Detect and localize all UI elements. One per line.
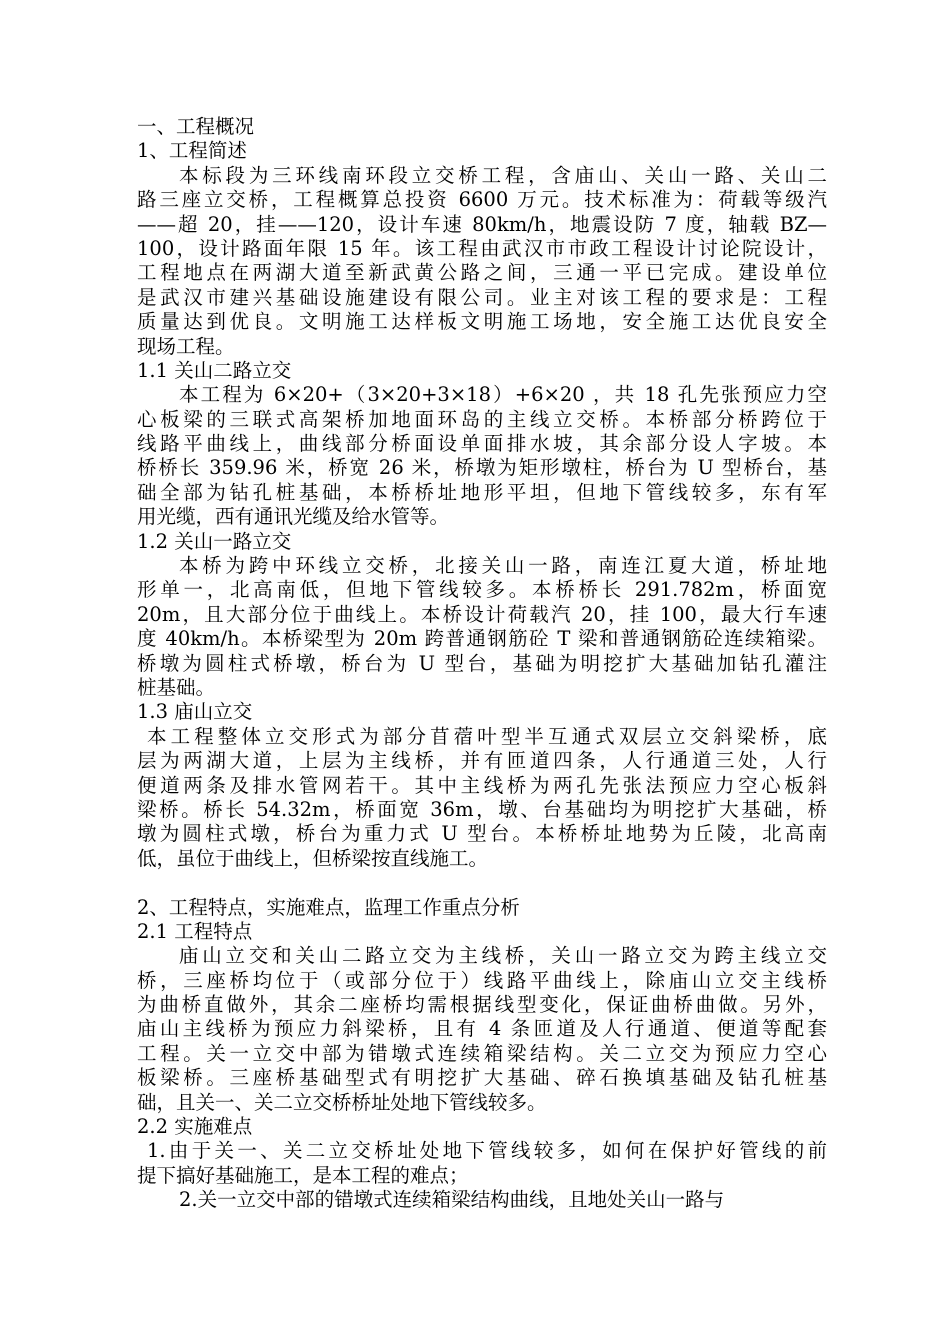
- heading-features-difficulties: 2、工程特点，实施难点，监理工作重点分析: [137, 895, 520, 919]
- paragraph-line: 桥，三座桥均位于（或部分位于）线路平曲线上，除庙山立交主线桥: [137, 968, 827, 992]
- paragraph-line: 层为两湖大道，上层为主线桥，并有匝道四条，人行通道三处，人行: [137, 749, 827, 773]
- paragraph-line: 梁桥。桥长 54.32m，桥面宽 36m，墩、台基础均为明挖扩大基础，桥: [137, 797, 827, 821]
- paragraph-line: 质量达到优良。文明施工达样板文明施工场地，安全施工达优良安全: [137, 310, 827, 334]
- paragraph-line: 形单一，北高南低，但地下管线较多。本桥桥长 291.782m，桥面宽: [137, 578, 827, 602]
- document-body: [137, 115, 827, 1213]
- paragraph-line: 用光缆，西有通讯光缆及给水管等。: [137, 505, 450, 529]
- paragraph-line: 是武汉市建兴基础设施建设有限公司。业主对该工程的要求是：工程: [137, 285, 827, 309]
- heading-features: 2.1 工程特点: [137, 919, 253, 943]
- paragraph-line: 本工程为 6×20+（3×20+3×18）+6×20 ，共 18 孔先张预应力空: [179, 383, 827, 407]
- heading-difficulties: 2.2 实施难点: [137, 1115, 253, 1139]
- paragraph-line: 工程。关一立交中部为错墩式连续箱梁结构。关二立交为预应力空心: [137, 1041, 827, 1065]
- paragraph-line: 桩基础。: [137, 675, 216, 699]
- paragraph-line: 本桥为跨中环线立交桥，北接关山一路，南连江夏大道，桥址地: [179, 554, 827, 578]
- paragraph-line: 便道两条及排水管网若干。其中主线桥为两孔先张法预应力空心板斜: [137, 773, 827, 797]
- paragraph-line: 提下搞好基础施工，是本工程的难点；: [137, 1163, 469, 1187]
- blank-line: [137, 871, 827, 895]
- heading-miaoshan: 1.3 庙山立交: [137, 700, 253, 724]
- paragraph-line: 桥墩为圆柱式桥墩，桥台为 U 型台，基础为明挖扩大基础加钻孔灌注: [137, 651, 827, 675]
- paragraph-line: 现场工程。: [137, 334, 235, 358]
- paragraph-line: 础全部为钻孔桩基础，本桥桥址地形平坦，但地下管线较多，东有军: [137, 480, 827, 504]
- paragraph-line: 板梁桥。三座桥基础型式有明挖扩大基础、碎石换填基础及钻孔桩基: [137, 1066, 827, 1090]
- heading-project-overview: 一、工程概况: [137, 115, 255, 138]
- paragraph-line: 度 40km/h。本桥梁型为 20m 跨普通钢筋砼 T 梁和普通钢筋砼连续箱梁。: [137, 627, 827, 651]
- paragraph-line: 桥桥长 359.96 米，桥宽 26 米，桥墩为矩形墩柱，桥台为 U 型桥台，基: [137, 456, 827, 480]
- paragraph-line: 线路平曲线上，曲线部分桥面设单面排水坡，其余部分设人字坡。本: [137, 432, 827, 456]
- paragraph-line: 庙山主线桥为预应力斜梁桥，且有 4 条匝道及人行通道、便道等配套: [137, 1017, 827, 1041]
- paragraph-line: 墩为圆柱式墩，桥台为重力式 U 型台。本桥桥址地势为丘陵，北高南: [137, 822, 827, 846]
- paragraph-line: 本工程整体立交形式为部分苜蓿叶型半互通式双层立交斜梁桥，底: [147, 724, 827, 748]
- heading-project-summary: 1、工程简述: [137, 139, 247, 163]
- paragraph-line: 2.关一立交中部的错墩式连续箱梁结构曲线，且地处关山一路与: [179, 1188, 725, 1212]
- paragraph-line: 100，设计路面年限 15 年。该工程由武汉市市政工程设计讨论院设计，: [137, 236, 827, 260]
- paragraph-line: 本标段为三环线南环段立交桥工程，含庙山、关山一路、关山二: [179, 163, 827, 187]
- paragraph-line: 1.由于关一、关二立交桥址处地下管线较多，如何在保护好管线的前: [147, 1139, 827, 1163]
- paragraph-line: 工程地点在两湖大道至新武黄公路之间，三通一平已完成。建设单位: [137, 261, 827, 285]
- paragraph-line: 路三座立交桥，工程概算总投资 6600 万元。技术标准为：荷载等级汽: [137, 188, 827, 212]
- paragraph-line: 础，且关一、关二立交桥桥址处地下管线较多。: [137, 1090, 547, 1114]
- paragraph-line: 庙山立交和关山二路立交为主线桥，关山一路立交为跨主线立交: [179, 944, 827, 968]
- heading-guanshan-2nd-road: 1.1 关山二路立交: [137, 358, 292, 382]
- paragraph-line: 心板梁的三联式高架桥加地面环岛的主线立交桥。本桥部分桥跨位于: [137, 407, 827, 431]
- paragraph-line: 低，虽位于曲线上，但桥梁按直线施工。: [137, 846, 489, 870]
- paragraph-line: 为曲桥直做外，其余二座桥均需根据线型变化，保证曲桥曲做。另外，: [137, 993, 827, 1017]
- paragraph-line: ——超 20，挂——120，设计车速 80km/h，地震设防 7 度，轴载 BZ—: [137, 212, 827, 236]
- heading-guanshan-1st-road: 1.2 关山一路立交: [137, 529, 292, 553]
- paragraph-line: 20m，且大部分位于曲线上。本桥设计荷载汽 20，挂 100，最大行车速: [137, 602, 827, 626]
